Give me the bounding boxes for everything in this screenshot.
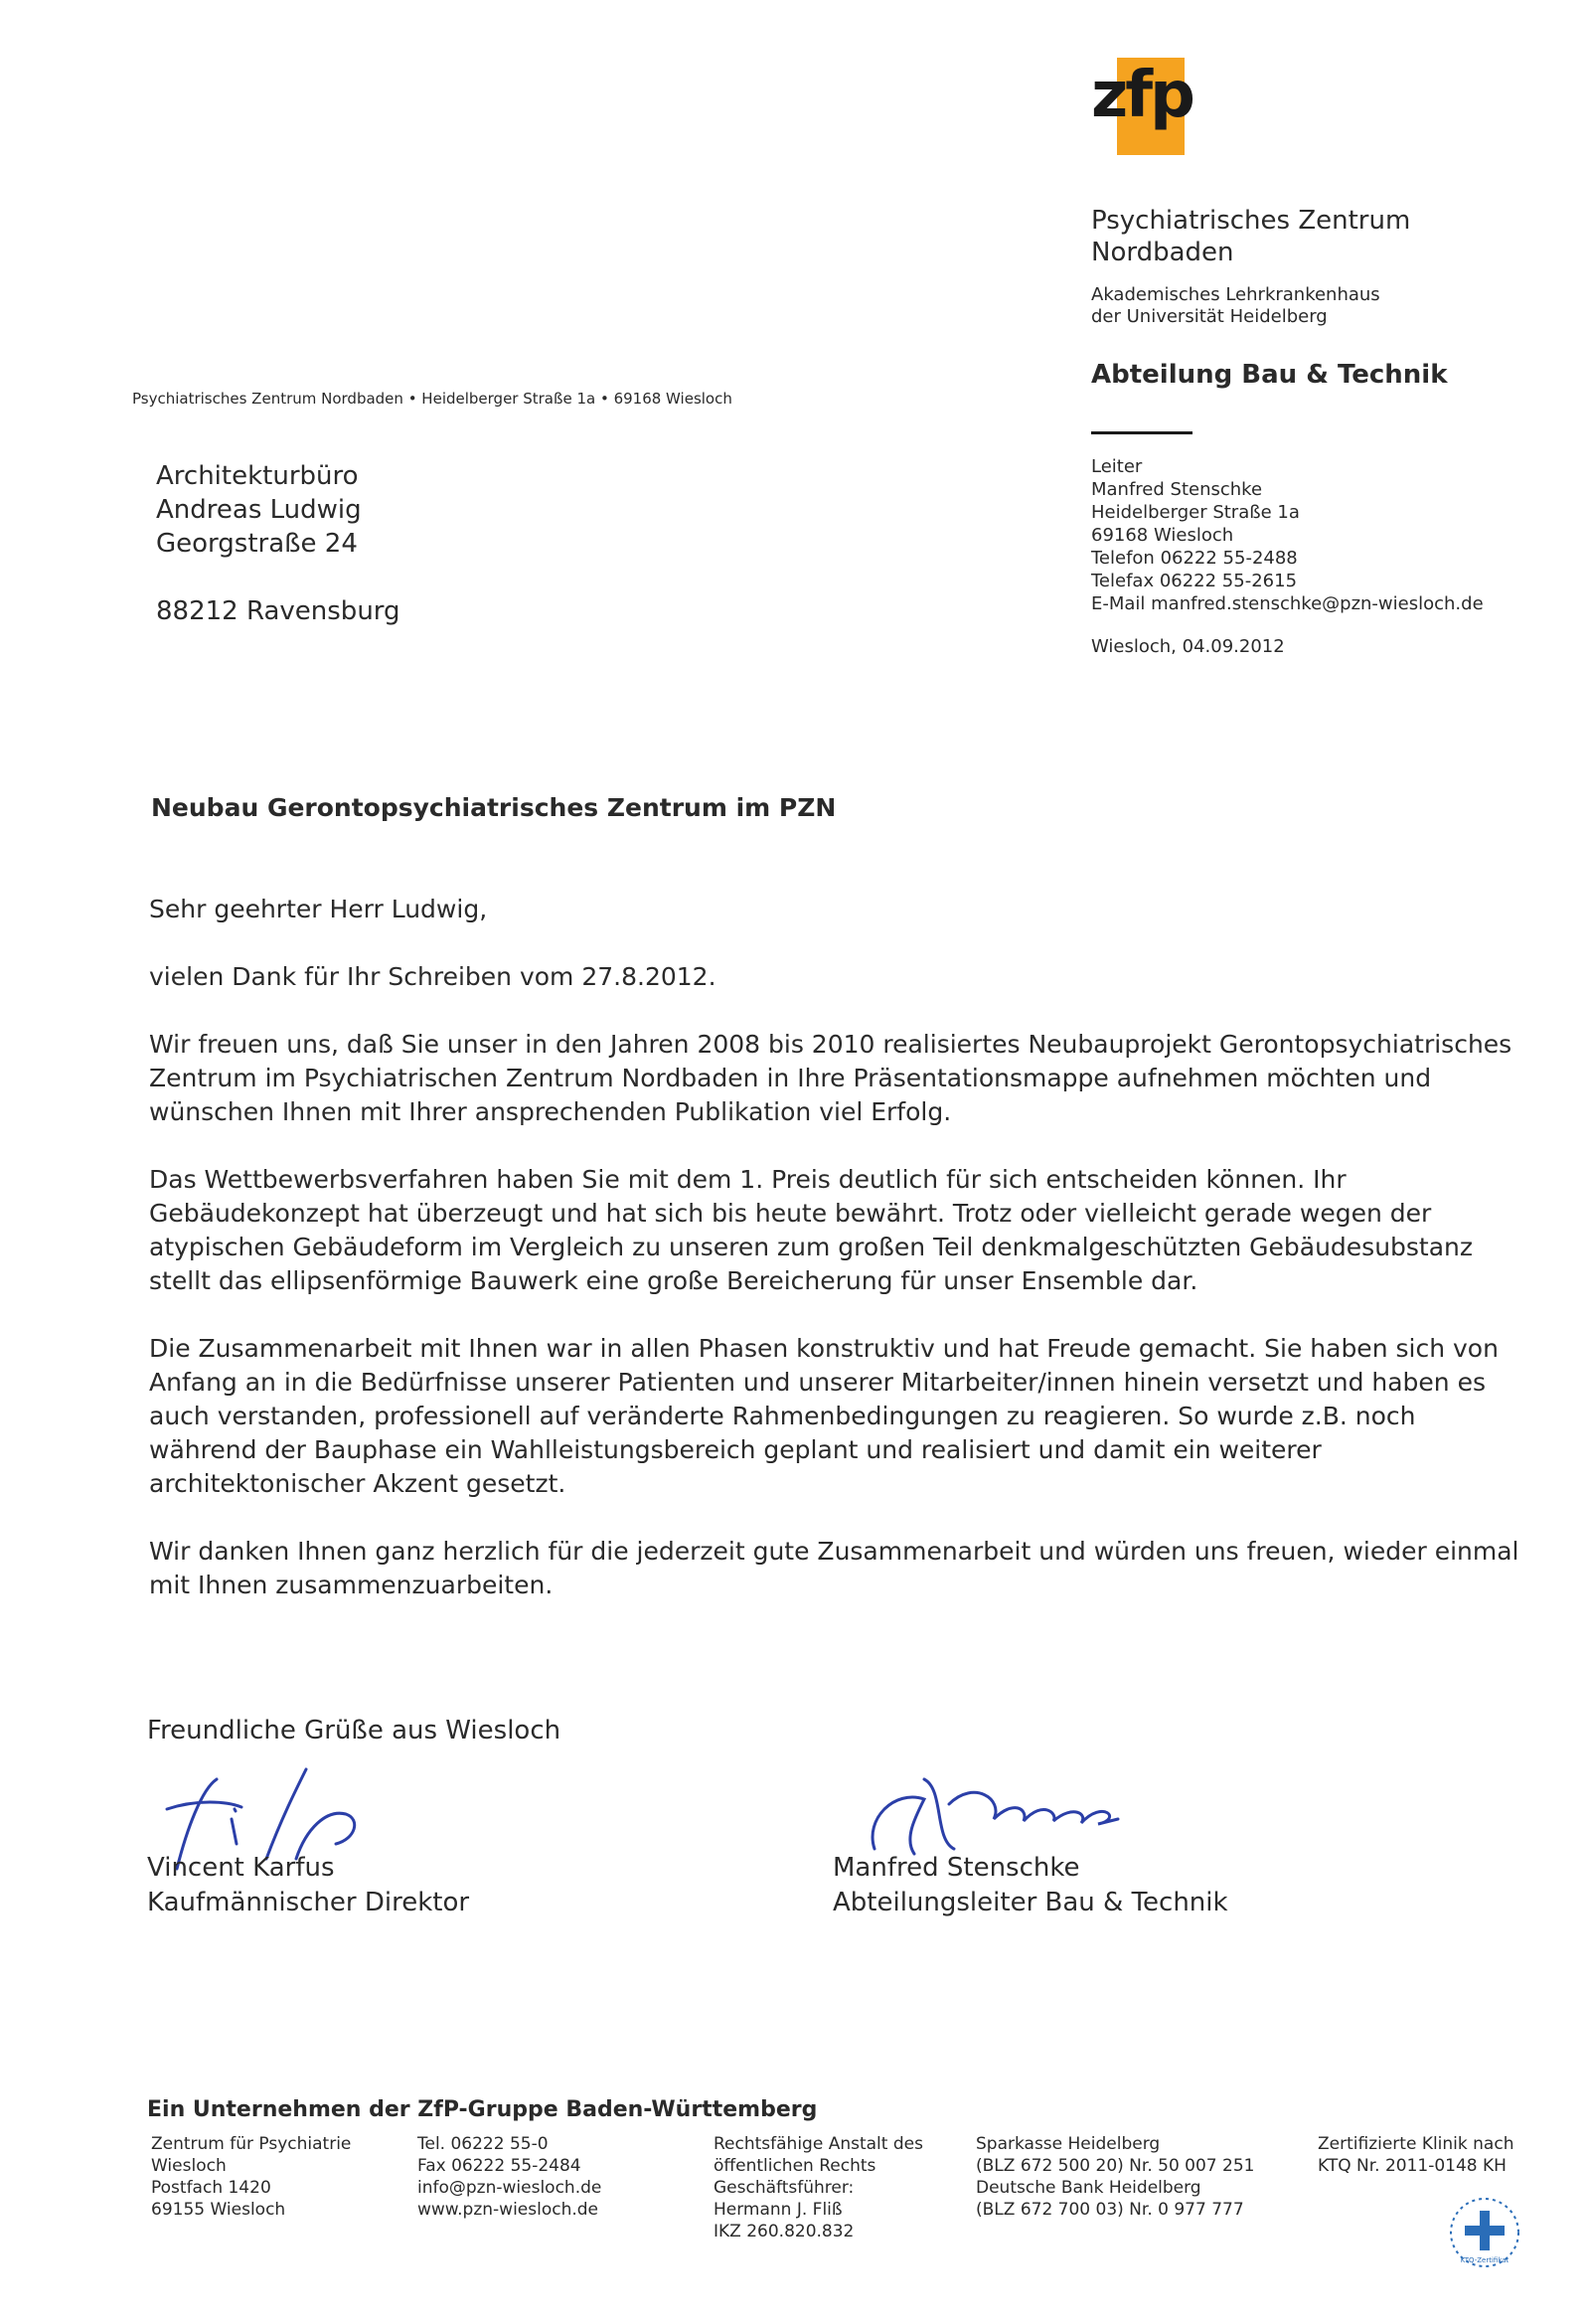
footer-line: (BLZ 672 700 03) Nr. 0 977 777 (976, 2200, 1244, 2220)
footer-line: IKZ 260.820.832 (714, 2222, 855, 2241)
contact-line: Heidelberger Straße 1a (1091, 502, 1300, 523)
recipient-line: Georgstraße 24 (156, 529, 358, 559)
footer-line: www.pzn-wiesloch.de (417, 2200, 599, 2220)
letter-date: Wiesloch, 04.09.2012 (1091, 636, 1285, 657)
org-sub-line: der Universität Heidelberg (1091, 306, 1328, 327)
body-paragraph: Die Zusammenarbeit mit Ihnen war in allen Phasen konstruktiv und hat Freude gemacht. Sie haben sich von Anfang an in die Bedürfnisse unserer Patienten und unserer Mitarbeiter/innen hinein versetzt und haben es auch verstanden, professionell auf veränderte Rahmenbedingungen zu reagieren. So wurde z.B. noch während der Bauphase ein Wahlleistungsbereich geplant und realisiert und damit ein weiterer architektonischer Akzent gesetzt. (149, 1334, 1499, 1498)
signatory-left-name: Vincent Karfus (147, 1853, 335, 1883)
letter-subject: Neubau Gerontopsychiatrisches Zentrum im PZN (151, 793, 837, 822)
contact-line: Telefax 06222 55-2615 (1091, 571, 1298, 591)
footer-line: (BLZ 672 500 20) Nr. 50 007 251 (976, 2156, 1255, 2176)
closing-greeting: Freundliche Grüße aus Wiesloch (147, 1716, 561, 1745)
footer-line: Rechtsfähige Anstalt des (714, 2134, 923, 2154)
footer-col-legal (714, 2133, 923, 2242)
footer-line: info@pzn-wiesloch.de (417, 2178, 602, 2198)
badge-text: KTQ-Zertifikat (1460, 2256, 1510, 2264)
signatory-left-title: Kaufmännischer Direktor (147, 1888, 470, 1917)
salutation: Sehr geehrter Herr Ludwig, (149, 895, 488, 923)
recipient-city: 88212 Ravensburg (156, 596, 400, 626)
footer-line: Sparkasse Heidelberg (976, 2134, 1161, 2154)
footer-title: Ein Unternehmen der ZfP-Gruppe Baden-Württemberg (147, 2097, 818, 2122)
zfp-logo (1091, 58, 1206, 155)
org-subtitle (1091, 284, 1380, 328)
signatory-right (833, 1851, 1228, 1920)
signatory-right-title: Abteilungsleiter Bau & Technik (833, 1888, 1228, 1917)
footer-col-address (151, 2133, 351, 2221)
footer-line: Wiesloch (151, 2156, 227, 2176)
contact-email: E-Mail manfred.stenschke@pzn-wiesloch.de (1091, 593, 1484, 614)
footer-line: Zertifizierte Klinik nach (1318, 2134, 1514, 2154)
contact-line: 69168 Wiesloch (1091, 525, 1234, 546)
sender-return-line: Psychiatrisches Zentrum Nordbaden • Heidelberger Straße 1a • 69168 Wiesloch (132, 390, 732, 408)
footer-line: öffentlichen Rechts (714, 2156, 876, 2176)
body-paragraph: Wir danken Ihnen ganz herzlich für die jederzeit gute Zusammenarbeit und würden uns freuen, wieder einmal mit Ihnen zusammenzuarbeiten. (149, 1537, 1519, 1599)
org-name-line: Nordbaden (1091, 238, 1234, 267)
contact-line: Telefon 06222 55-2488 (1091, 548, 1298, 569)
footer-line: Fax 06222 55-2484 (417, 2156, 581, 2176)
footer-line: Tel. 06222 55-0 (417, 2134, 549, 2154)
logo-text: zfp (1091, 59, 1192, 132)
contact-block (1091, 455, 1484, 615)
recipient-line: Andreas Ludwig (156, 495, 362, 525)
footer-col-cert (1318, 2133, 1513, 2177)
letter-body (149, 893, 1520, 1636)
footer-line: Postfach 1420 (151, 2178, 271, 2198)
org-sub-line: Akademisches Lehrkrankenhaus (1091, 284, 1380, 305)
body-paragraph: Das Wettbewerbsverfahren haben Sie mit dem 1. Preis deutlich für sich entscheiden können. Ihr Gebäudekonzept hat überzeugt und hat sich bis heute bewährt. Trotz oder vielleicht gerade wegen der atypischen Gebäudeform im Vergleich zu unseren zum großen Teil denkmalgeschützten Gebäudesubstanz stellt das ellipsenförmige Bauwerk eine große Bereicherung für unser Ensemble dar. (149, 1165, 1474, 1295)
footer-line: Hermann J. Fliß (714, 2200, 843, 2220)
footer-line: KTQ Nr. 2011-0148 KH (1318, 2156, 1507, 2176)
footer-col-bank (976, 2133, 1254, 2221)
footer-line: Zentrum für Psychiatrie (151, 2134, 352, 2154)
signatory-left (147, 1851, 469, 1920)
org-name (1091, 205, 1410, 268)
footer-line: Deutsche Bank Heidelberg (976, 2178, 1201, 2198)
recipient-line: Architekturbüro (156, 461, 359, 491)
footer-col-contact (417, 2133, 601, 2221)
body-paragraph: Wir freuen uns, daß Sie unser in den Jahren 2008 bis 2010 realisiertes Neubauprojekt Gerontopsychiatrisches Zentrum im Psychiatrischen Zentrum Nordbaden in Ihre Präsentationsmappe aufnehmen möchten und wünschen Ihnen mit Ihrer ansprechenden Publikation viel Erfolg. (149, 1030, 1512, 1126)
body-paragraph: vielen Dank für Ihr Schreiben vom 27.8.2012. (149, 962, 716, 991)
org-name-line: Psychiatrisches Zentrum (1091, 206, 1411, 236)
department-title: Abteilung Bau & Technik (1091, 360, 1448, 390)
ktq-certificate-badge (1447, 2195, 1522, 2270)
header-divider (1091, 431, 1192, 434)
footer-line: Geschäftsführer: (714, 2178, 855, 2198)
recipient-address (156, 459, 400, 628)
contact-line: Manfred Stenschke (1091, 479, 1263, 500)
contact-line: Leiter (1091, 456, 1143, 477)
footer-line: 69155 Wiesloch (151, 2200, 286, 2220)
signatory-right-name: Manfred Stenschke (833, 1853, 1080, 1883)
